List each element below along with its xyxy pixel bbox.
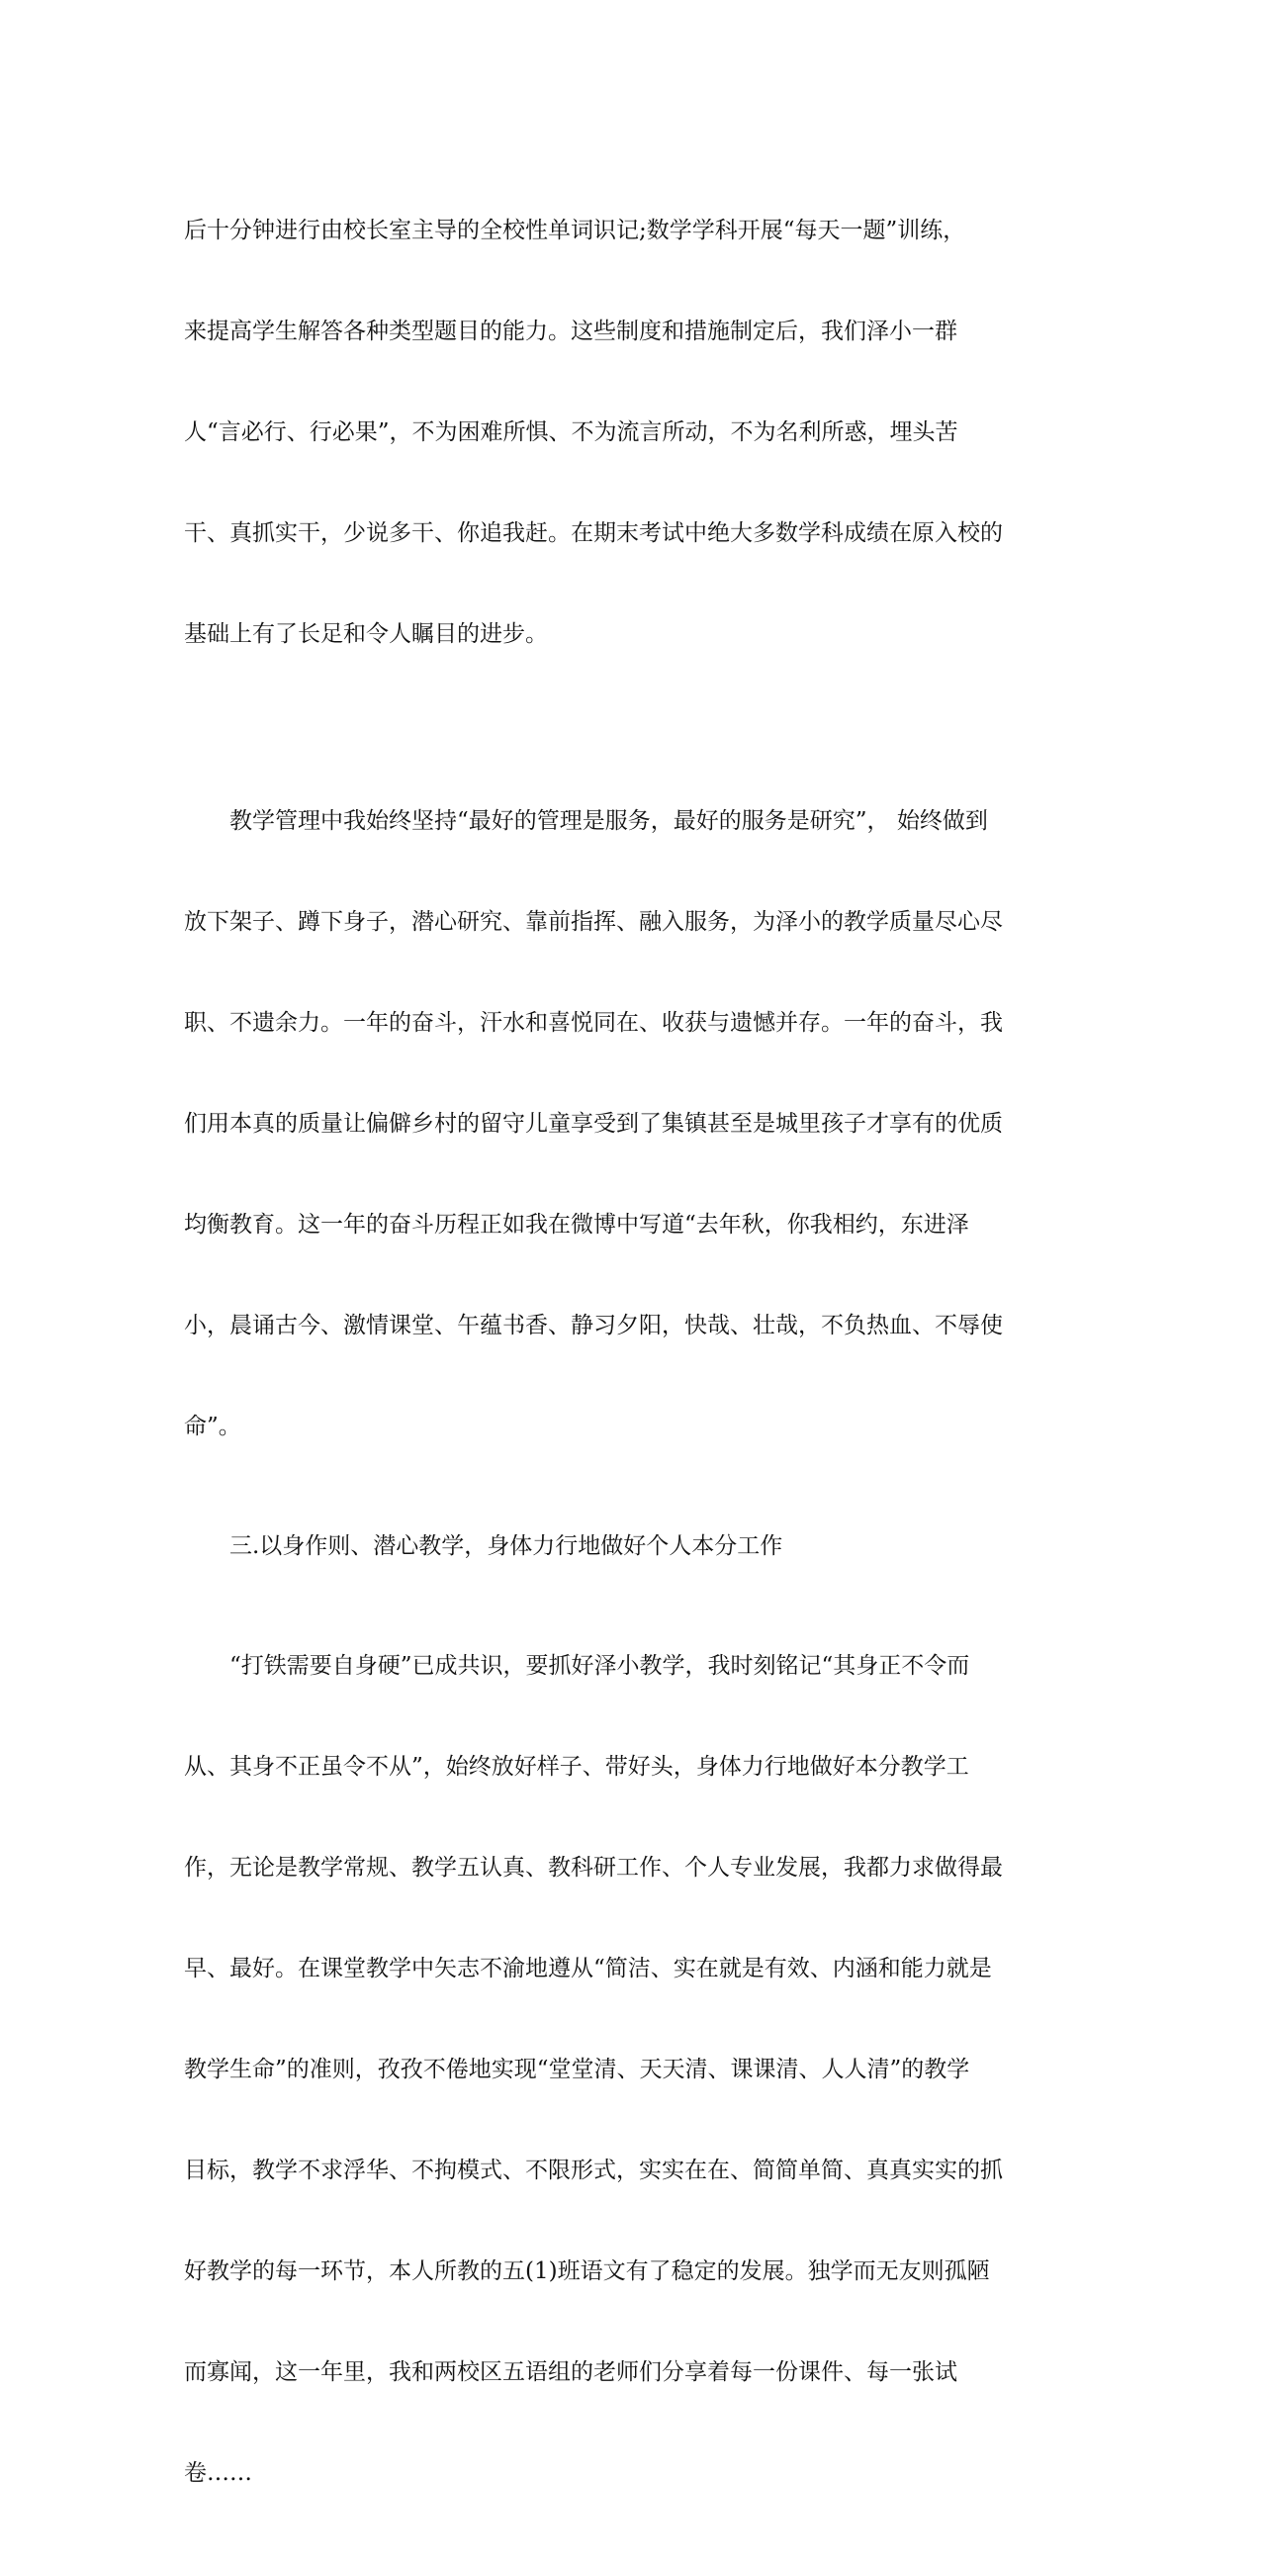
paragraph-line: 早、最好。在课堂教学中矢志不渝地遵从“简洁、实在就是有效、内涵和能力就是 (184, 1956, 992, 1981)
paragraph-line: 均衡教育。这一年的奋斗历程正如我在微博中写道“去年秋，你我相约，东进泽 (184, 1212, 969, 1238)
paragraph-line: 好教学的每一环节，本人所教的五(1)班语文有了稳定的发展。独学而无友则孤陋 (184, 2258, 990, 2284)
document-body (184, 146, 1080, 2576)
paragraph-line: 们用本真的质量让偏僻乡村的留守儿童享受到了集镇甚至是城里孩子才享有的优质 (184, 1111, 1003, 1137)
paragraph-line: 教学管理中我始终坚持“最好的管理是服务，最好的服务是研究”， 始终做到 (229, 808, 988, 834)
paragraph-line: 基础上有了长足和令人瞩目的进步。 (184, 621, 548, 647)
paragraph-3 (184, 1582, 1080, 2557)
paragraph-line: 职、不遗余力。一年的奋斗，汗水和喜悦同在、收获与遗憾并存。一年的奋斗，我 (184, 1010, 1003, 1036)
section-heading: 三.以身作则、潜心教学，身体力行地做好个人本分工作 (229, 1533, 783, 1559)
paragraph-line: 目标，教学不求浮华、不拘模式、不限形式，实实在在、简简单简、真真实实的抓 (184, 2158, 1003, 2183)
paragraph-line: 人“言必行、行必果”，不为困难所惧、不为流言所动，不为名利所惑，埋头苦 (184, 419, 958, 445)
paragraph-line: 而寡闻，这一年里，我和两校区五语组的老师们分享着每一份课件、每一张试 (184, 2359, 957, 2385)
paragraph-line: 小，晨诵古今、激情课堂、午蕴书香、静习夕阳，快哉、壮哉，不负热血、不辱使 (184, 1313, 1003, 1338)
paragraph-line: 来提高学生解答各种类型题目的能力。这些制度和措施制定后，我们泽小一群 (184, 319, 957, 344)
paragraph-line: 放下架子、蹲下身子，潜心研究、靠前指挥、融入服务，为泽小的教学质量尽心尽 (184, 909, 1003, 935)
paragraph-line: 作，无论是教学常规、教学五认真、教科研工作、个人专业发展，我都力求做得最 (184, 1855, 1003, 1881)
paragraph-line: 后十分钟进行由校长室主导的全校性单词识记;数学学科开展“每天一题”训练， (184, 218, 966, 243)
paragraph-line: 命”。 (184, 1414, 241, 1439)
paragraph-line: 从、其身不正虽令不从”，始终放好样子、带好头，身体力行地做好本分教学工 (184, 1754, 969, 1780)
paragraph-2 (184, 737, 1080, 1511)
paragraph-line: 干、真抓实干，少说多干、你追我赶。在期末考试中绝大多数学科成绩在原入校的 (184, 520, 1003, 546)
paragraph-1 (184, 146, 1080, 718)
paragraph-line: “打铁需要自身硬”已成共识，要抓好泽小教学，我时刻铭记“其身正不令而 (229, 1653, 970, 1679)
paragraph-line: 卷…… (184, 2460, 252, 2486)
paragraph-line: 教学生命”的准则，孜孜不倦地实现“堂堂清、天天清、课课清、人人清”的教学 (184, 2057, 970, 2082)
